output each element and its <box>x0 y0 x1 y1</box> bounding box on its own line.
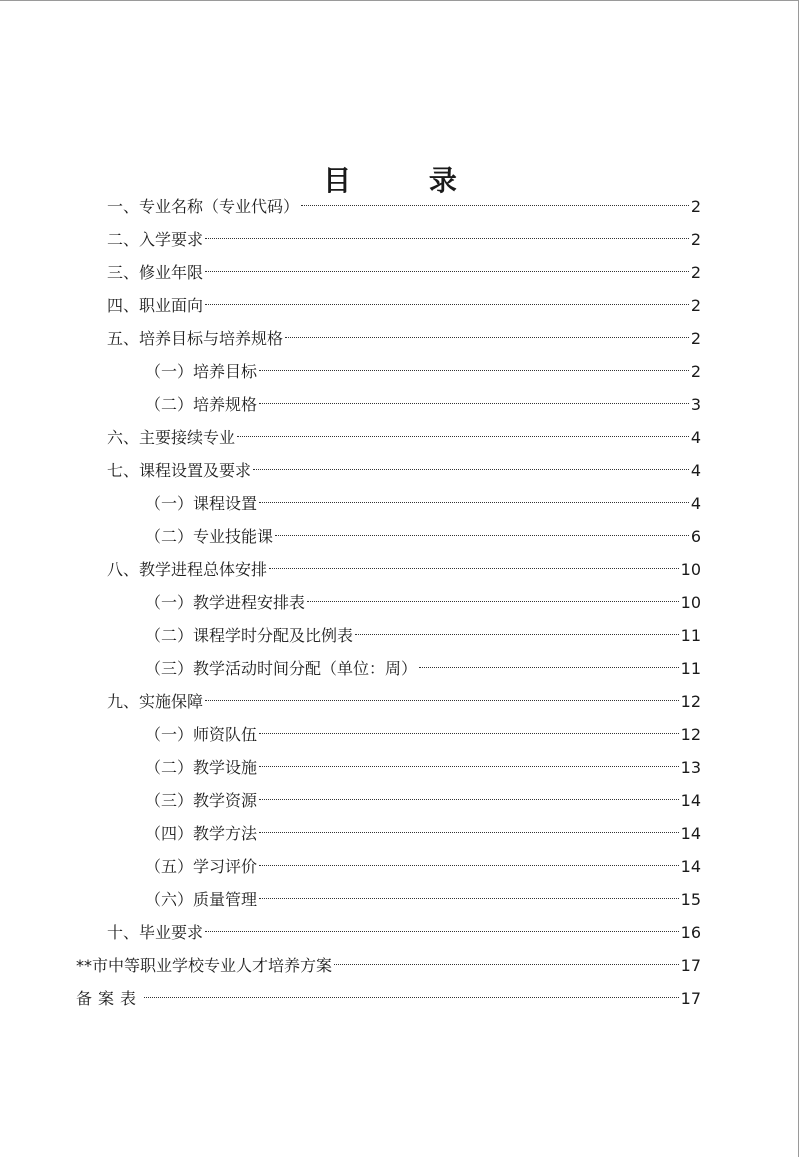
toc-entry-label: 四、职业面向 <box>107 296 204 315</box>
toc-entry-label: （六）质量管理 <box>145 890 258 909</box>
dot-leader <box>205 238 689 239</box>
dot-leader <box>259 865 679 866</box>
toc-entry-page-number: 11 <box>680 659 701 678</box>
toc-entry-page-number: 2 <box>690 362 701 381</box>
toc-entry[interactable] <box>107 553 701 586</box>
toc-entry[interactable] <box>145 355 701 388</box>
toc-entry[interactable] <box>145 619 701 652</box>
toc-entry[interactable] <box>107 454 701 487</box>
dot-leader <box>269 568 679 569</box>
dot-leader <box>259 403 689 404</box>
toc-entry-page-number: 2 <box>690 230 701 249</box>
toc-entry[interactable] <box>76 949 701 982</box>
toc-entry[interactable] <box>145 388 701 421</box>
toc-entry-label: （二）课程学时分配及比例表 <box>145 626 354 645</box>
dot-leader <box>205 931 679 932</box>
toc-entry-label: 十、毕业要求 <box>107 923 204 942</box>
toc-entry-label: （三）教学资源 <box>145 791 258 810</box>
toc-entry-page-number: 4 <box>690 494 701 513</box>
dot-leader <box>259 370 689 371</box>
toc-entry-label: （一）教学进程安排表 <box>145 593 306 612</box>
dot-leader <box>259 733 679 734</box>
toc-entry[interactable] <box>107 685 701 718</box>
toc-entry[interactable] <box>107 190 701 223</box>
toc-entry-label: 三、修业年限 <box>107 263 204 282</box>
toc-entry-label: 六、主要接续专业 <box>107 428 236 447</box>
toc-entry-label: 五、培养目标与培养规格 <box>107 329 284 348</box>
toc-entry[interactable] <box>145 751 701 784</box>
toc-entry-label: （二）教学设施 <box>145 758 258 777</box>
toc-entry-page-number: 3 <box>690 395 701 414</box>
dot-leader <box>259 832 679 833</box>
toc-entry-label: （一）培养目标 <box>145 362 258 381</box>
dot-leader <box>307 601 679 602</box>
toc-entry-page-number: 2 <box>690 329 701 348</box>
toc-entry[interactable] <box>107 322 701 355</box>
toc-entry[interactable] <box>145 817 701 850</box>
dot-leader <box>237 436 689 437</box>
dot-leader <box>259 898 679 899</box>
dot-leader <box>253 469 689 470</box>
toc-entry-page-number: 6 <box>690 527 701 546</box>
toc-entry-page-number: 12 <box>680 692 701 711</box>
toc-entry-label: 九、实施保障 <box>107 692 204 711</box>
toc-entry-page-number: 17 <box>680 989 701 1008</box>
dot-leader <box>205 700 679 701</box>
toc-entry[interactable] <box>145 784 701 817</box>
toc-entry-page-number: 10 <box>680 593 701 612</box>
toc-entry-page-number: 14 <box>680 857 701 876</box>
dot-leader <box>259 766 679 767</box>
toc-entry[interactable] <box>76 982 701 1015</box>
toc-entry-page-number: 14 <box>680 824 701 843</box>
toc-entry-page-number: 12 <box>680 725 701 744</box>
toc-entry-page-number: 10 <box>680 560 701 579</box>
toc-entry-page-number: 2 <box>690 263 701 282</box>
toc-entry[interactable] <box>107 289 701 322</box>
toc-entry-label: （四）教学方法 <box>145 824 258 843</box>
dot-leader <box>355 634 679 635</box>
dot-leader <box>205 271 689 272</box>
toc-entry-label: （五）学习评价 <box>145 857 258 876</box>
toc-entry-page-number: 11 <box>680 626 701 645</box>
toc-entry-label: （三）教学活动时间分配（单位：周） <box>145 659 418 678</box>
toc-entry[interactable] <box>145 883 701 916</box>
dot-leader <box>285 337 689 338</box>
toc-entry-page-number: 13 <box>680 758 701 777</box>
dot-leader <box>205 304 689 305</box>
toc-entry[interactable] <box>107 223 701 256</box>
toc-entry-label: **市中等职业学校专业人才培养方案 <box>76 956 333 975</box>
toc-entry-label: 一、专业名称（专业代码） <box>107 197 300 216</box>
toc-entry-label: （二）培养规格 <box>145 395 258 414</box>
page-title: 目 录 <box>323 163 491 197</box>
toc-entry-label: 八、教学进程总体安排 <box>107 560 268 579</box>
dot-leader <box>301 205 689 206</box>
toc-entry[interactable] <box>145 586 701 619</box>
toc-entry-label: （一）师资队伍 <box>145 725 258 744</box>
toc-entry-page-number: 4 <box>690 428 701 447</box>
toc-entry-page-number: 16 <box>680 923 701 942</box>
toc-entry-page-number: 15 <box>680 890 701 909</box>
dot-leader <box>334 964 679 965</box>
dot-leader <box>275 535 689 536</box>
toc-entry-page-number: 4 <box>690 461 701 480</box>
toc-entry-label: （二）专业技能课 <box>145 527 274 546</box>
toc-entry[interactable] <box>107 256 701 289</box>
toc-entry[interactable] <box>145 520 701 553</box>
toc-entry-label: （一）课程设置 <box>145 494 258 513</box>
toc-entry[interactable] <box>145 487 701 520</box>
dot-leader <box>144 997 679 998</box>
dot-leader <box>419 667 679 668</box>
toc-entry-label: 二、入学要求 <box>107 230 204 249</box>
toc-entry-label: 七、课程设置及要求 <box>107 461 252 480</box>
dot-leader <box>259 502 689 503</box>
toc-entry-page-number: 2 <box>690 296 701 315</box>
dot-leader <box>259 799 679 800</box>
toc-entry[interactable] <box>145 652 701 685</box>
toc-entry[interactable] <box>145 718 701 751</box>
toc-entry[interactable] <box>145 850 701 883</box>
toc-entry-page-number: 17 <box>680 956 701 975</box>
toc-entry[interactable] <box>107 916 701 949</box>
toc-entry-page-number: 14 <box>680 791 701 810</box>
toc-entry-page-number: 2 <box>690 197 701 216</box>
toc-entry[interactable] <box>107 421 701 454</box>
toc-entry-label: 备案表 <box>76 989 143 1008</box>
